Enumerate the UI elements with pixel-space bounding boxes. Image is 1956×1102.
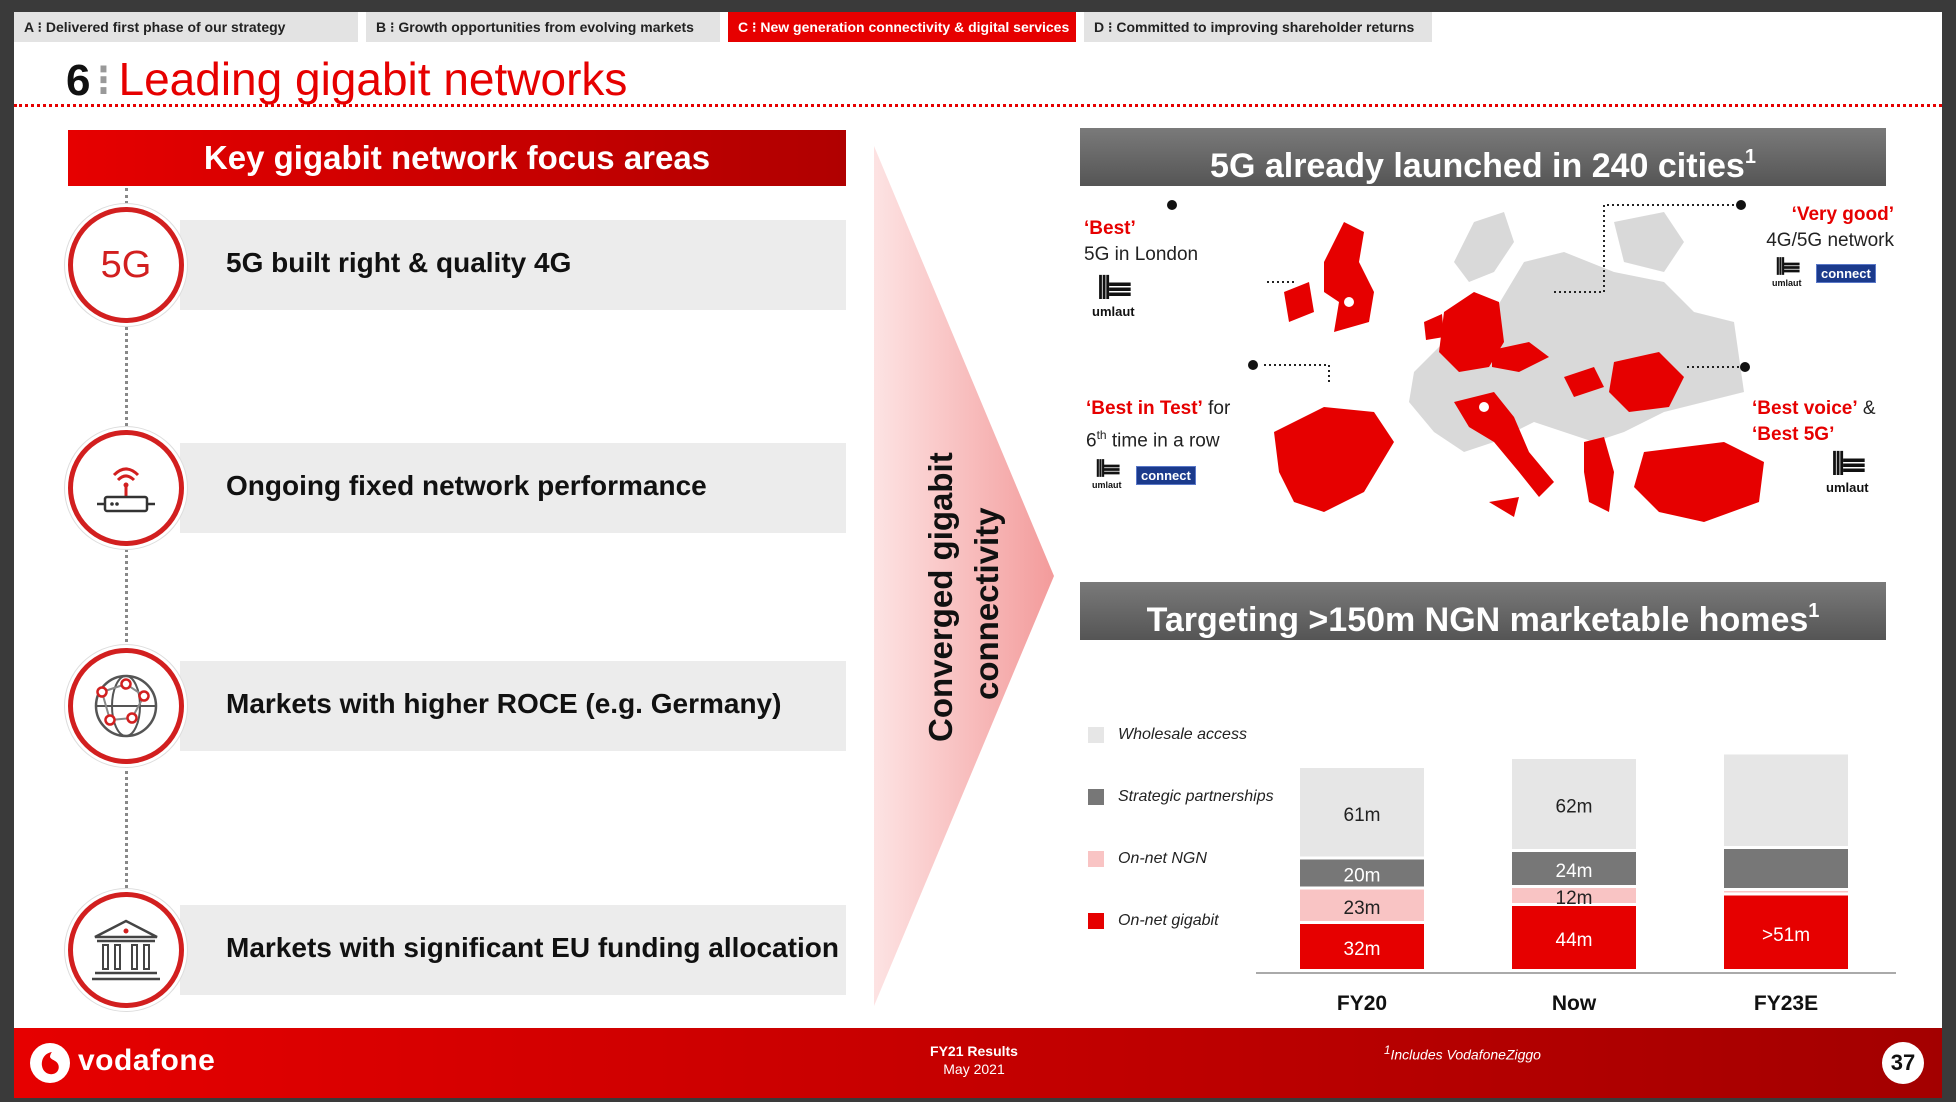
bar-value-label: >51m [1761, 924, 1811, 946]
x-tick-label: FY23E [1753, 992, 1819, 1015]
page-title [66, 52, 627, 106]
footer-center: FY21 Results May 2021 [930, 1043, 1018, 1077]
callout-very-good: ‘Very good’ 4G/5G network [1766, 204, 1894, 251]
tab-d[interactable]: D ⁝ Committed to improving shareholder returns [1084, 12, 1432, 42]
callout-best-in-test: ‘Best in Test’ for 6th time in a row [1086, 398, 1231, 452]
vodafone-logo-icon [30, 1043, 70, 1083]
map-greece [1584, 437, 1614, 512]
arrow-label [894, 452, 1034, 752]
ngn-homes-chart [1244, 652, 1904, 1022]
tab-c[interactable]: C ⁝ New generation connectivity & digital services [728, 12, 1076, 42]
callout-london: ‘Best’ 5G in London [1084, 218, 1199, 265]
footnote: $^1$Includes VodafoneZiggo [1384, 1044, 1541, 1063]
legend-swatch [1088, 789, 1104, 805]
title-text: Leading gigabit networks [118, 53, 628, 105]
title-number: 6 [66, 56, 91, 105]
title-separator: ⁝ [96, 56, 111, 105]
map-ireland [1284, 282, 1314, 322]
map-uk [1324, 222, 1374, 332]
umlaut-logo: ⦀☰ umlaut [1772, 254, 1802, 288]
chart-panel-header: Targeting >150m NGN marketable homes$^1$ [1080, 582, 1886, 640]
bar-value-label: 23m [1343, 897, 1381, 919]
map-turkey [1634, 442, 1764, 522]
brand-name: vodafone [78, 1044, 216, 1077]
bar-segment [1724, 849, 1848, 888]
focus-areas-header: Key gigabit network focus areas [68, 130, 846, 186]
umlaut-logo: ⦀☰ umlaut [1092, 272, 1135, 319]
bar-value-label: 62m [1555, 796, 1593, 818]
map-netherlands [1424, 314, 1444, 340]
bar-value-label: 12m [1555, 888, 1593, 909]
umlaut-logo: ⦀☰ umlaut [1826, 448, 1869, 495]
legend-wholesale: Wholesale access [1088, 726, 1247, 744]
connect-logo: connect [1816, 264, 1876, 283]
map-panel-header: 5G already launched in 240 cities$^1$ [1080, 128, 1886, 186]
bank-building-icon [68, 892, 184, 1008]
focus-item-label: Markets with significant EU funding allocation [226, 932, 839, 963]
focus-item-label: 5G built right & quality 4G [226, 247, 572, 278]
focus-item-label: Markets with higher ROCE (e.g. Germany) [226, 688, 782, 719]
5g-icon: 5G [68, 207, 184, 323]
tab-b[interactable]: B ⁝ Growth opportunities from evolving markets [366, 12, 720, 42]
arrow-label-line1: Converged gigabit [922, 452, 959, 742]
title-divider [14, 104, 1942, 107]
x-tick-label: Now [1551, 992, 1597, 1015]
callout-best-voice: ‘Best voice’ & ‘Best 5G’ [1752, 398, 1876, 445]
arrow-label-line2: connectivity [968, 507, 1005, 700]
bar-value-label: 44m [1555, 930, 1593, 951]
connect-logo: connect [1136, 466, 1196, 485]
legend-swatch [1088, 727, 1104, 743]
callout-dot [1248, 360, 1258, 370]
tab-a[interactable]: A ⁝ Delivered first phase of our strategy [14, 12, 358, 42]
bar-value-label: 32m [1343, 939, 1381, 960]
bar-value-label: 24m [1555, 861, 1593, 882]
legend-onnet-gigabit: On-net gigabit [1088, 912, 1219, 930]
bar-segment [1724, 891, 1848, 893]
slide [14, 12, 1942, 1098]
x-tick-label: FY20 [1336, 992, 1388, 1015]
legend-swatch [1088, 851, 1104, 867]
bar-segment [1724, 755, 1848, 847]
callout-dot [1167, 200, 1177, 210]
router-icon [68, 430, 184, 546]
europe-map [1264, 202, 1764, 572]
legend-swatch [1088, 913, 1104, 929]
map-iberia [1274, 407, 1394, 512]
legend-onnet-ngn: On-net NGN [1088, 850, 1207, 868]
callout-dot [1740, 362, 1750, 372]
focus-item-label: Ongoing fixed network performance [226, 470, 707, 501]
bar-value-label: 61m [1343, 804, 1381, 826]
section-nav [14, 12, 1432, 42]
bar-value-label: 20m [1343, 865, 1381, 887]
legend-strategic: Strategic partnerships [1088, 788, 1274, 806]
umlaut-logo: ⦀☰ umlaut [1092, 456, 1122, 490]
footer-bar [14, 1028, 1942, 1098]
network-globe-icon [68, 648, 184, 764]
page-number: 37 [1882, 1042, 1924, 1084]
